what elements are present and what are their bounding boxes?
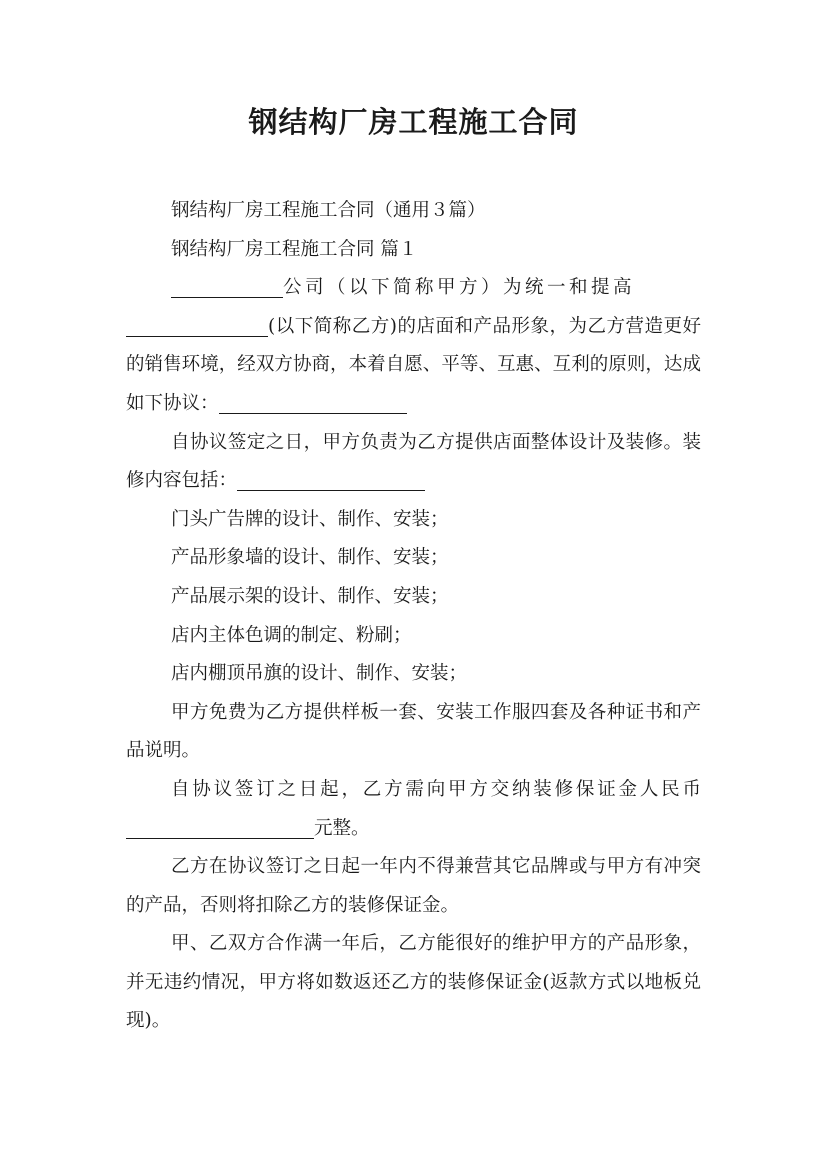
blank-line	[219, 389, 407, 414]
intro-text-a: 公司（以下简称甲方）为统一和提高	[283, 277, 636, 299]
list-item: 门头广告牌的设计、制作、安装；	[171, 508, 449, 530]
list-item: 产品展示架的设计、制作、安装；	[171, 585, 449, 607]
contract-heading: 钢结构厂房工程施工合同（通用３篇）	[171, 200, 486, 221]
decoration-text: 自协议签定之日，甲方负责为乙方提供店面整体设计及装修。装修内容包括：	[126, 431, 701, 492]
paragraph-decoration	[126, 424, 701, 501]
blank-line	[171, 273, 283, 298]
paragraph-deposit	[126, 771, 701, 848]
list-item: 产品形象墙的设计、制作、安装；	[171, 547, 449, 569]
paragraph-refund: 甲、乙双方合作满一年后，乙方能很好的维护甲方的产品形象，并无违约情况，甲方将如数返还乙方的装修保证金(返款方式以地板兑现)。	[126, 933, 701, 1032]
document-title: 钢结构厂房工程施工合同	[248, 105, 579, 139]
list-item: 店内棚顶吊旗的设计、制作、安装；	[171, 663, 468, 685]
paragraph-samples: 甲方免费为乙方提供样板一套、安装工作服四套及各种证书和产品说明。	[126, 701, 701, 762]
paragraph-exclusivity: 乙方在协议签订之日起一年内不得兼营其它品牌或与甲方有冲突的产品，否则将扣除乙方的装修保证金。	[126, 856, 701, 916]
intro-text-b: (以下简称乙方)的店面和产品形象，为乙方营造更好的销售环境，经双方协商，本着自愿、平等、互惠、互利的原则，达成如下协议：	[126, 315, 701, 414]
deposit-text-b: 元整。	[314, 817, 370, 839]
section-heading: 钢结构厂房工程施工合同 篇１	[171, 238, 418, 260]
document-body	[126, 192, 701, 1041]
blank-line	[126, 814, 314, 839]
list-item: 店内主体色调的制定、粉刷；	[171, 624, 412, 646]
paragraph-intro	[126, 269, 701, 423]
blank-line	[237, 466, 425, 491]
deposit-text-a: 自协议签订之日起，乙方需向甲方交纳装修保证金人民币	[171, 778, 701, 800]
blank-line	[126, 312, 268, 337]
